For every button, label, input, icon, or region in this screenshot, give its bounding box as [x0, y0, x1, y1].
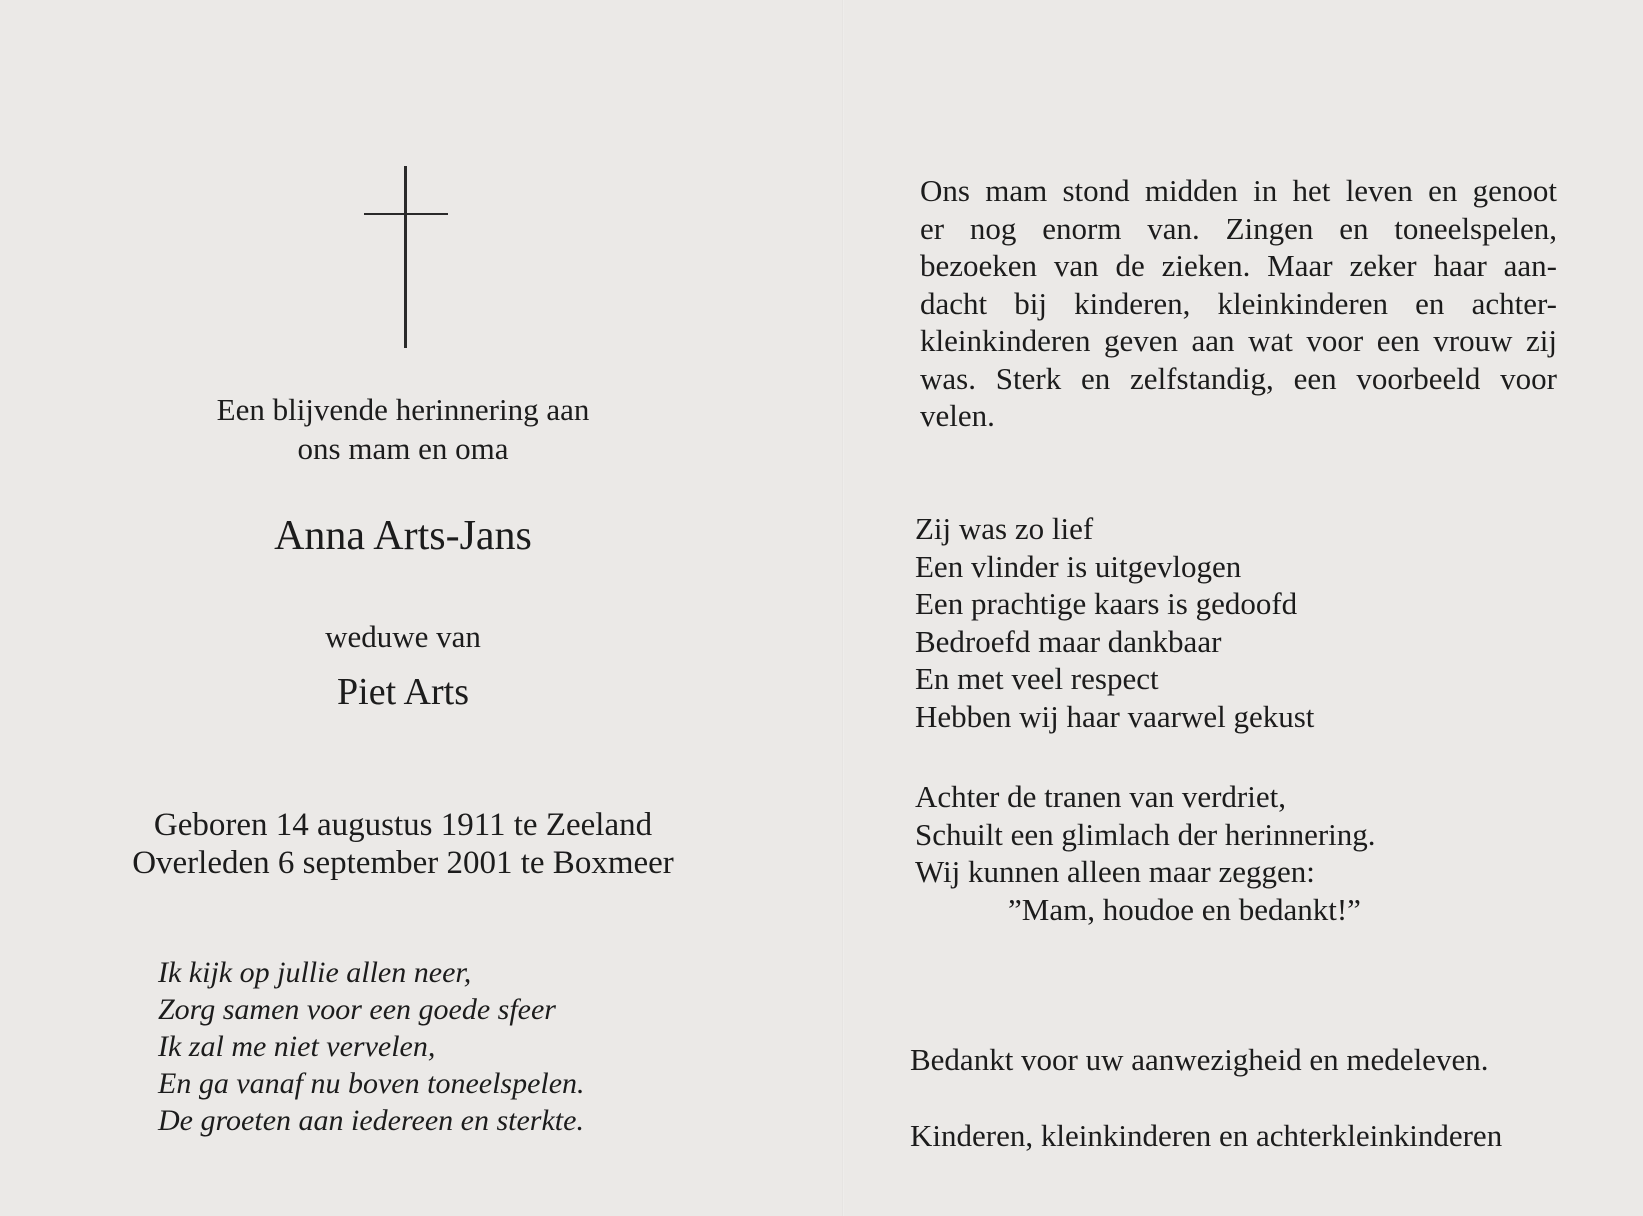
poem-line: Zorg samen voor een goede sfeer: [158, 993, 556, 1026]
widow-label: weduwe van: [325, 619, 481, 654]
left-poem: [158, 954, 585, 1139]
poem-line: Een vlinder is uitgevlogen: [915, 548, 1242, 584]
cross-horizontal-bar: [364, 213, 448, 215]
poem-line: Schuilt een glimlach der herinnering.: [915, 816, 1376, 852]
tribute-line: velen.: [920, 398, 995, 433]
right-poem-second: [915, 778, 1376, 928]
intro-text: [0, 390, 806, 468]
tribute-line: bezoeken van de zieken. Maar zeker haar aan-: [920, 248, 1557, 283]
poem-line: Ik kijk op jullie allen neer,: [158, 956, 472, 989]
signed-by: Kinderen, kleinkinderen en achterkleinkinderen: [910, 1118, 1503, 1153]
cross-vertical-bar: [404, 166, 407, 348]
poem-line: Zij was zo lief: [915, 511, 1094, 546]
deceased-name: Anna Arts-Jans: [274, 513, 532, 559]
poem-line: Hebben wij haar vaarwel gekust: [915, 698, 1315, 734]
poem-line: De groeten aan iedereen en sterkte.: [158, 1104, 584, 1137]
poem-line: Bedroefd maar dankbaar: [915, 623, 1222, 659]
birth-date: Geboren 14 augustus 1911 te Zeeland: [153, 807, 653, 843]
death-date: Overleden 6 september 2001 te Boxmeer: [132, 845, 674, 881]
left-panel: [0, 0, 820, 1216]
poem-line: Achter de tranen van verdriet,: [915, 779, 1286, 814]
tribute-line: er nog enorm van. Zingen en toneelspelen,: [920, 210, 1557, 246]
right-panel: [905, 0, 1595, 1216]
poem-line: Een prachtige kaars is gedoofd: [915, 586, 1298, 621]
poem-line: En met veel respect: [915, 661, 1159, 696]
poem-line: Wij kunnen alleen maar zeggen:: [915, 854, 1315, 889]
cross-icon: [364, 166, 448, 348]
poem-line: Ik zal me niet vervelen,: [158, 1030, 436, 1063]
tribute-paragraph: [920, 172, 1557, 435]
intro-line: Een blijvende herinnering aan: [216, 392, 590, 427]
poem-line: En ga vanaf nu boven toneelspelen.: [158, 1067, 585, 1100]
tribute-line: Ons mam stond midden in het leven en genoot: [920, 173, 1557, 208]
husband-name: Piet Arts: [337, 671, 469, 713]
right-poem-first: [915, 510, 1314, 735]
tribute-line: was. Sterk en zelfstandig, een voorbeeld voor: [920, 360, 1557, 396]
thanks-text: Bedankt voor uw aanwezigheid en medeleven.: [910, 1042, 1489, 1077]
tribute-line: kleinkinderen geven aan wat voor een vrouw zij: [920, 323, 1557, 358]
tribute-line: dacht bij kinderen, kleinkinderen en achter-: [920, 285, 1557, 321]
poem-quote-line: ”Mam, houdoe en bedankt!”: [1008, 891, 1361, 927]
card-fold: [842, 0, 844, 1216]
life-dates: [0, 806, 806, 882]
intro-line: ons mam en oma: [297, 431, 509, 466]
